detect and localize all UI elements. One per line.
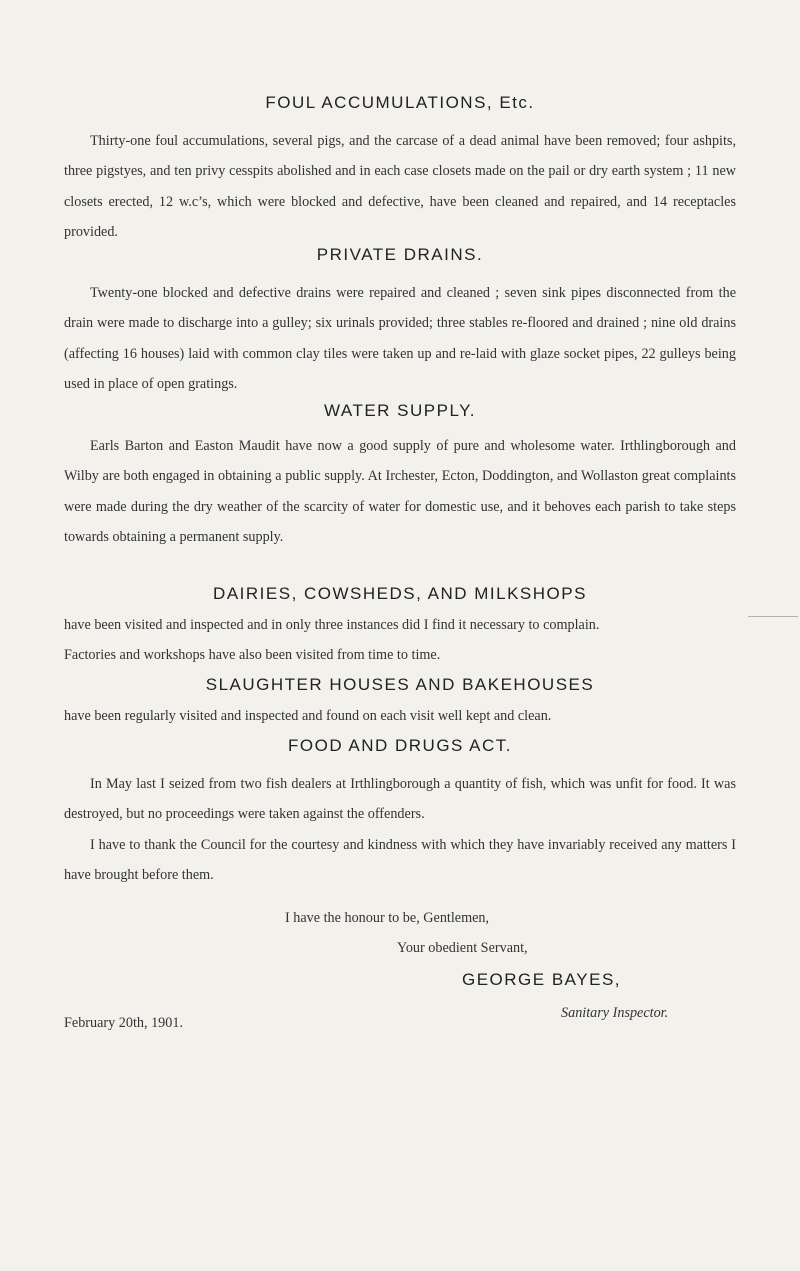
paragraph-water-supply: Earls Barton and Easton Maudit have now a good supply of pure and wholesome water. Irthlingborough and Wilby are both engaged in obtaining a public supply. At Irchester, Ecton, Doddington, and Wollaston great complaints were made during the dry weather of the scarcity of water for domestic use, and it behoves each parish to take steps towards obtaining a permanent supply.	[64, 438, 736, 546]
signature-name: GEORGE BAYES,	[462, 970, 622, 989]
paragraph-thanks: I have to thank the Council for the courtesy and kindness with which they have invariably received any matters I have brought before them.	[64, 837, 736, 884]
paragraph-food-drugs: In May last I seized from two fish dealers at Irthlingborough a quantity of fish, which was unfit for food. It was destroyed, but no proceedings were taken against the offenders.	[64, 776, 736, 823]
heading-foul-accumulations: FOUL ACCUMULATIONS, Etc.	[265, 93, 535, 112]
closing-servant: Your obedient Servant,	[397, 940, 528, 956]
line-dairies-2: Factories and workshops have also been visited from time to time.	[64, 647, 441, 663]
paragraph-foul-accumulations: Thirty-one foul accumulations, several pigs, and the carcase of a dead animal have been removed; four ashpits, three pigstyes, and ten privy cesspits abolished and in each case closets made on the pail or dry earth system ; 11 new closets erected, 12 w.c’s, which were blocked and defective, have been cleaned and repaired, and 14 receptacles provided.	[64, 133, 736, 241]
paragraph-private-drains: Twenty-one blocked and defective drains were repaired and cleaned ; seven sink pipes disconnected from the drain were made to discharge into a gulley; six urinals provided; three stables re-floored and drained ; nine old drains (affecting 16 houses) laid with common clay tiles were taken up and re-laid with glaze socket pipes, 22 gulleys being used in place of open gratings.	[64, 285, 736, 393]
heading-water-supply: WATER SUPPLY.	[323, 401, 477, 420]
line-slaughter-1: have been regularly visited and inspected and found on each visit well kept and clean.	[64, 708, 552, 724]
heading-food-and-drugs-act: FOOD AND DRUGS ACT.	[287, 736, 513, 755]
closing-honour: I have the honour to be, Gentlemen,	[285, 910, 490, 926]
closing-date: February 20th, 1901.	[64, 1015, 184, 1031]
line-dairies-1: have been visited and inspected and in only three instances did I find it necessary to complain.	[64, 617, 600, 633]
signature-title: Sanitary Inspector.	[561, 1005, 669, 1021]
scan-mark	[748, 616, 798, 617]
heading-dairies-cowsheds-milkshops: DAIRIES, COWSHEDS, AND MILKSHOPS	[213, 584, 587, 603]
heading-private-drains: PRIVATE DRAINS.	[316, 245, 484, 264]
heading-slaughter-houses-bakehouses: SLAUGHTER HOUSES AND BAKEHOUSES	[205, 675, 595, 694]
